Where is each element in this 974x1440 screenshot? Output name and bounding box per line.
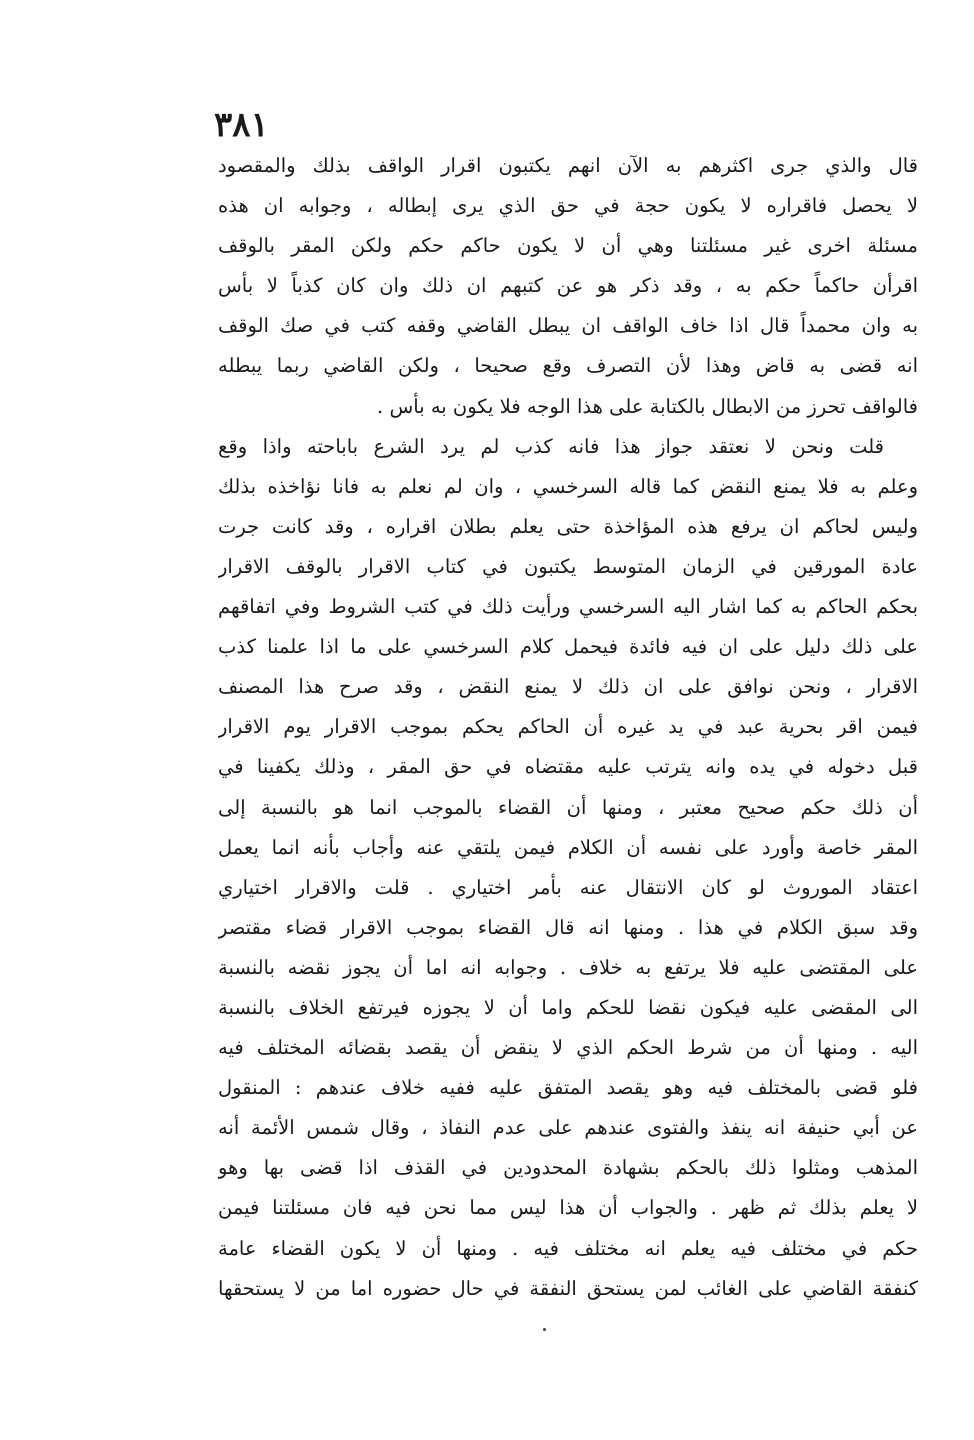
text-line: المذهب ومثلوا ذلك بالحكم بشهادة المحدودين في القذف اذا قضى بها وهو <box>218 1156 918 1180</box>
footer-mark <box>543 1328 546 1331</box>
paragraph-2 <box>218 427 918 1309</box>
text-line: الاقرار ، ونحن نوافق على ان ذلك لا يمنع النقض ، وقد صرح هذا المصنف <box>218 675 918 699</box>
text-line: أن ذلك حكم صحيح معتبر ، ومنها أن القضاء بالموجب انما هو بالنسبة إلى <box>218 795 918 819</box>
text-line: اليه . ومنها أن من شرط الحكم الذي لا ينقض أن يقصد بقضائه المختلف فيه <box>218 1036 918 1060</box>
text-line: كنفقة القاضي على الغائب لمن يستحق النفقة في حال حضوره اما من لا يستحقها <box>218 1276 918 1300</box>
text-line: فيمن اقر بحرية عبد في يد غيره أن الحاكم يحكم بموجب الاقرار يوم الاقرار <box>218 715 918 739</box>
text-line: عن أبي حنيفة انه ينفذ والفتوى عندهم على عدم النفاذ ، وقال شمس الأئمة أنه <box>218 1116 918 1140</box>
text-line: وعلم به فلا يمنع النقض كما قاله السرخسي ، وان لم نعلم به فانا نؤاخذه بذلك <box>218 474 918 498</box>
page-number: ٣٨١ <box>214 105 269 145</box>
text-line: وقد سبق الكلام في هذا . ومنها انه قال القضاء بموجب الاقرار قضاء مقتصر <box>218 915 918 939</box>
text-line: على المقتضى عليه فلا يرتفع به خلاف . وجوابه انه اما أن يجوز نقضه بالنسبة <box>218 955 918 979</box>
text-line: على ذلك دليل على ان فيه فائدة فيحمل كلام السرخسي على ما اذا علمنا كذب <box>218 635 918 659</box>
body-text <box>218 146 918 1309</box>
text-line: الى المقضى عليه فيكون نقضا للحكم واما أن لا يجوزه فيرتفع الخلاف بالنسبة <box>218 995 918 1019</box>
text-line: اعتقاد الموروث لو كان الانتقال عنه بأمر اختياري . قلت والاقرار اختياري <box>218 875 918 899</box>
paragraph-1 <box>218 146 918 427</box>
text-line: لا يعلم بذلك ثم ظهر . والجواب أن هذا ليس مما نحن فيه فان مسئلتنا فيمن <box>218 1196 918 1220</box>
text-line: حكم في مختلف فيه يعلم انه مختلف فيه . ومنها أن لا يكون القضاء عامة <box>218 1236 918 1260</box>
text-line: فلو قضى بالمختلف فيه وهو يقصد المتفق عليه ففيه خلاف عندهم : المنقول <box>218 1076 918 1100</box>
text-line: مسئلة اخرى غير مسئلتنا وهي أن لا يكون حاكم حكم ولكن المقر بالوقف <box>218 234 918 258</box>
text-line: لا يحصل فاقراره لا يكون حجة في حق الذي يرى إبطاله ، وجوابه ان هذه <box>218 194 918 218</box>
text-line: وليس لحاكم ان يرفع هذه المؤاخذة حتى يعلم بطلان اقراره ، وقد كانت جرت <box>218 514 918 538</box>
text-line: انه قضى به قاض وهذا لأن التصرف وقع صحيحا ، ولكن القاضي ربما يبطله <box>218 354 918 378</box>
text-line: فالواقف تحرز من الابطال بالكتابة على هذا الوجه فلا يكون به بأس . <box>377 394 918 418</box>
text-line: عادة المورقين في الزمان المتوسط يكتبون في كتاب الاقرار بالوقف الاقرار <box>218 554 918 578</box>
text-line: اقرأن حاكماً حكم به ، وقد ذكر هو عن كتبهم ان ذلك وان كان كذباً لا بأس <box>218 274 918 298</box>
text-line: قال والذي جرى اكثرهم به الآن انهم يكتبون اقرار الواقف بذلك والمقصود <box>218 154 918 177</box>
text-line: قبل دخوله في يده وانه يترتب عليه مقتضاه في حق المقر ، وذلك يكفينا في <box>218 755 918 779</box>
text-line: قلت ونحن لا نعتقد جواز هذا فانه كذب لم يرد الشرع باباحته واذا وقع <box>218 434 884 458</box>
text-line: به وان محمداً قال اذا خاف الواقف ان يبطل القاضي وقفه كتب في صك الوقف <box>218 314 918 338</box>
text-line: بحكم الحاكم به كما اشار اليه السرخسي ورأيت ذلك في كتب الشروط وفي اتفاقهم <box>218 595 918 619</box>
text-line: المقر خاصة وأورد على نفسه أن الكلام فيمن يلتقي عنه وأجاب بأنه انما يعمل <box>218 835 918 859</box>
